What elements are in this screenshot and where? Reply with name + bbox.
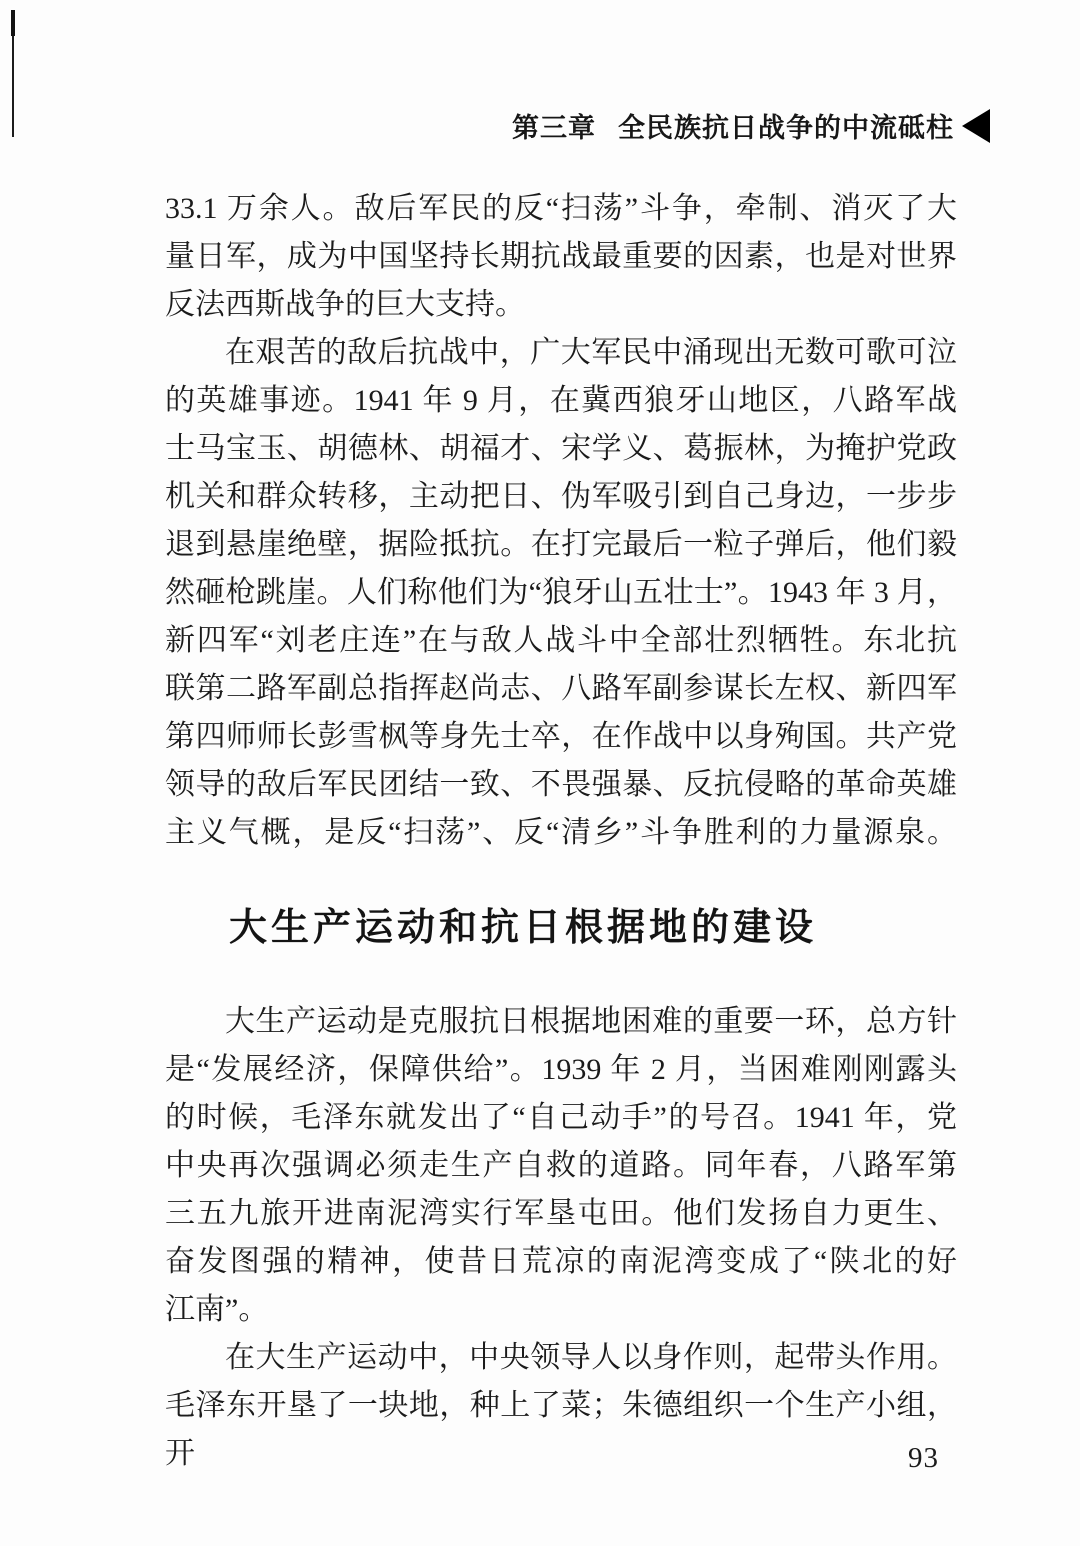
text-line: 领导的敌后军民团结一致、不畏强暴、反抗侵略的革命英雄 xyxy=(165,768,957,801)
text-line: 奋发图强的精神，使昔日荒凉的南泥湾变成了“陕北的好 xyxy=(165,1245,957,1278)
paragraph xyxy=(165,329,957,857)
text-line: 主义气概，是反“扫荡”、反“清乡”斗争胜利的力量源泉。 xyxy=(165,816,957,849)
text-line: 33.1 万余人。敌后军民的反“扫荡”斗争，牵制、消灭了大 xyxy=(165,192,957,225)
text-line: 江南”。 xyxy=(165,1293,269,1326)
content-blocks xyxy=(165,185,957,1470)
text-line: 在大生产运动中，中央领导人以身作则，起带头作用。 xyxy=(225,1341,957,1374)
text-line: 新四军“刘老庄连”在与敌人战斗中全部壮烈牺牲。东北抗 xyxy=(165,624,957,657)
text-line: 机关和群众转移，主动把日、伪军吸引到自己身边，一步步 xyxy=(165,480,957,513)
running-header xyxy=(512,106,990,145)
text-line: 然砸枪跳崖。人们称他们为“狼牙山五壮士”。1943 年 3 月， xyxy=(165,576,957,609)
paragraph xyxy=(165,998,957,1334)
text-line: 中央再次强调必须走生产自救的道路。同年春，八路军第 xyxy=(165,1149,957,1182)
text-line: 大生产运动是克服抗日根据地困难的重要一环，总方针 xyxy=(225,1005,957,1038)
text-line: 的英雄事迹。1941 年 9 月，在冀西狼牙山地区，八路军战 xyxy=(165,384,957,417)
chapter-label: 第三章 xyxy=(512,113,596,143)
text-line: 在艰苦的敌后抗战中，广大军民中涌现出无数可歌可泣 xyxy=(225,336,957,369)
text-line: 反法西斯战争的巨大支持。 xyxy=(165,288,525,321)
paragraph xyxy=(165,185,957,329)
chapter-title: 全民族抗日战争的中流砥柱 xyxy=(618,113,954,143)
page-number: 93 xyxy=(908,1442,939,1474)
text-line: 的时候，毛泽东就发出了“自己动手”的号召。1941 年，党 xyxy=(165,1101,957,1134)
text-line: 量日军，成为中国坚持长期抗战最重要的因素，也是对世界 xyxy=(165,240,957,273)
text-line: 退到悬崖绝壁，据险抵抗。在打完最后一粒子弹后，他们毅 xyxy=(165,528,957,561)
text-line: 第四师师长彭雪枫等身先士卒，在作战中以身殉国。共产党 xyxy=(165,720,957,753)
section-heading: 大生产运动和抗日根据地的建设 xyxy=(229,907,818,949)
text-line: 三五九旅开进南泥湾实行军垦屯田。他们发扬自力更生、 xyxy=(165,1197,957,1230)
text-line: 联第二路军副总指挥赵尚志、八路军副参谋长左权、新四军 xyxy=(165,672,957,705)
text-line: 士马宝玉、胡德林、胡福才、宋学义、葛振林，为掩护党政 xyxy=(165,432,957,465)
left-triangle-icon xyxy=(962,109,990,143)
text-line: 是“发展经济，保障供给”。1939 年 2 月，当困难刚刚露头 xyxy=(165,1053,957,1086)
scan-artifact-line xyxy=(11,10,15,36)
text-line: 毛泽东开垦了一块地，种上了菜；朱德组织一个生产小组，开 xyxy=(165,1389,957,1470)
scan-artifact-line xyxy=(12,36,14,137)
